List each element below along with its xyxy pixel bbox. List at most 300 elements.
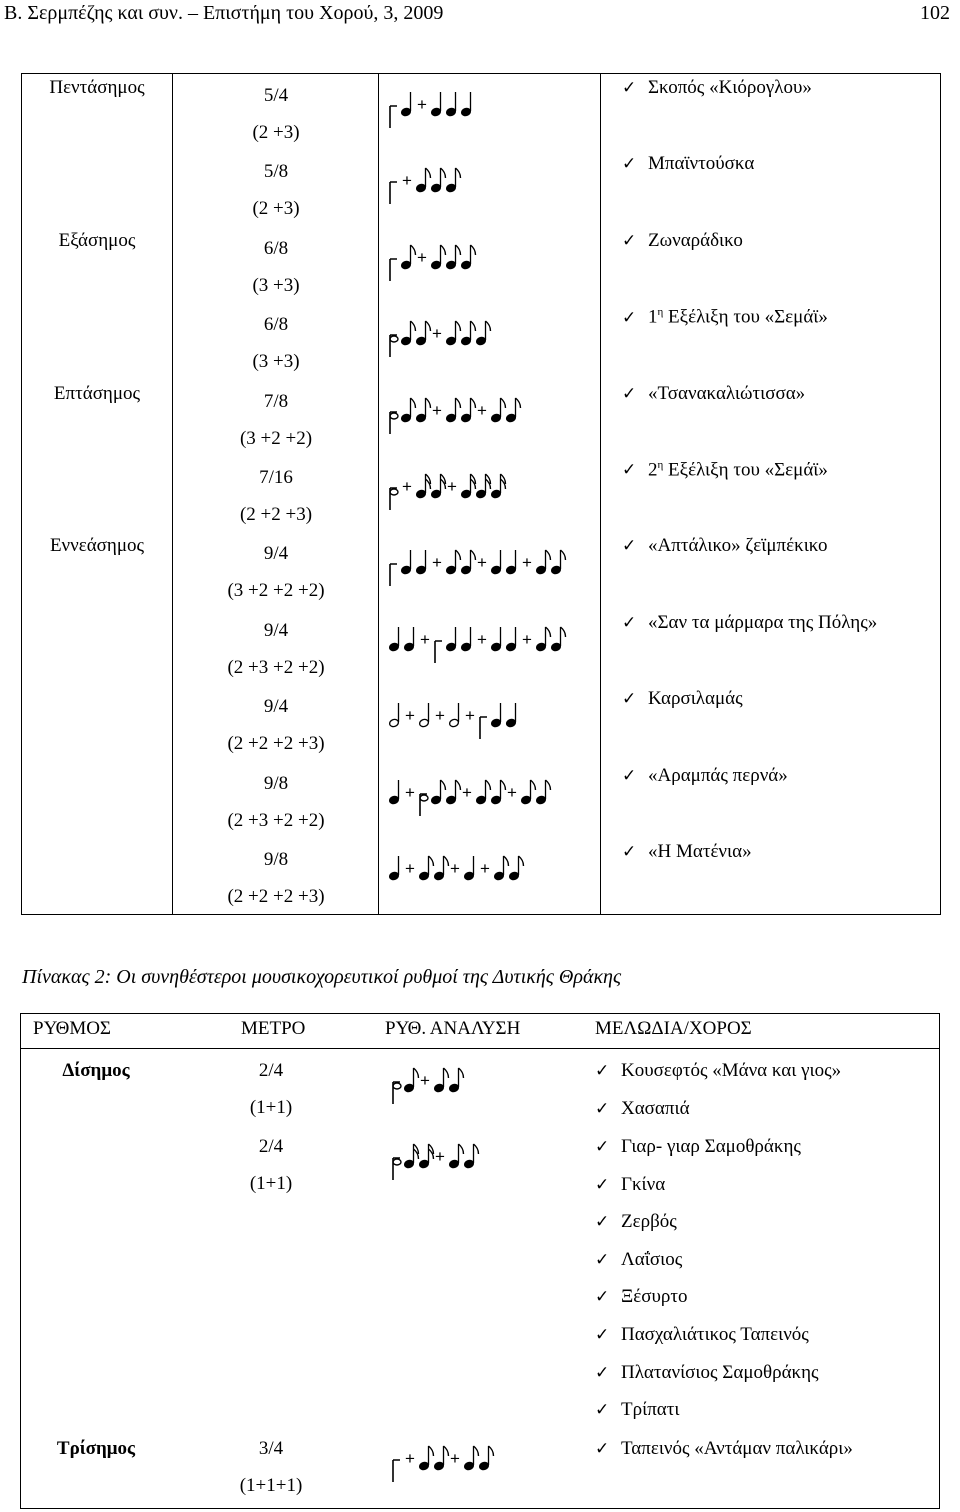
- dance-ordinal: 2: [648, 459, 658, 481]
- dance-text: Πασχαλιάτικος Ταπεινός: [621, 1323, 809, 1345]
- meter-value: 3/4: [258, 1438, 284, 1459]
- eighth-note: [536, 627, 551, 652]
- rhythm-notation: [380, 770, 600, 830]
- dance-text: Γιαρ- γιαρ Σαμοθράκης: [621, 1136, 801, 1157]
- plus-sign: [477, 630, 487, 649]
- rhythm-category: Εννεάσημος: [49, 535, 145, 557]
- checkmark-icon: ✓: [622, 230, 637, 251]
- rhythm-notation-graphic: [380, 617, 600, 677]
- quarter-note: [401, 92, 412, 117]
- dance-text: Σκοπός «Κιόρογλου»: [648, 77, 812, 98]
- eighth-note: [404, 1068, 419, 1093]
- dance-name: [622, 535, 827, 557]
- dance-text: Ξέσυρτο: [621, 1286, 688, 1308]
- meter-grouping: (3 +2 +2): [239, 427, 313, 449]
- meter-cell: [196, 1430, 346, 1504]
- meter-value: 5/4: [263, 85, 289, 106]
- eighth-note: [491, 474, 506, 499]
- rest-symbol: [390, 335, 398, 357]
- meter-cell: [174, 612, 378, 686]
- rhythm-table-2: [20, 1013, 940, 1509]
- rhythm-notation: [380, 311, 600, 371]
- quarter-note: [461, 92, 472, 117]
- plus-sign: [402, 171, 412, 190]
- meter-cell: [174, 535, 378, 609]
- eighth-note: [401, 321, 416, 346]
- table-row: [22, 227, 940, 303]
- checkmark-icon: ✓: [595, 1061, 610, 1081]
- meter-cell: [174, 841, 378, 915]
- eighth-note: [461, 245, 476, 270]
- eighth-note: [431, 168, 446, 193]
- rest-symbol: [480, 717, 487, 739]
- eighth-note: [446, 321, 461, 346]
- eighth-note: [491, 780, 506, 805]
- half-note: [389, 703, 400, 728]
- dance-name: [595, 1241, 819, 1279]
- svg-text:+: +: [420, 1071, 430, 1090]
- svg-text:+: +: [405, 1449, 415, 1468]
- meter-value: 2/4: [258, 1136, 284, 1157]
- meter-grouping: (1+1+1): [239, 1475, 303, 1496]
- table-header-row: [21, 1014, 939, 1049]
- meter-cell: [174, 383, 378, 457]
- rhythm-notation-graphic: [380, 540, 600, 600]
- svg-text:+: +: [417, 247, 427, 267]
- svg-text:+: +: [402, 477, 412, 496]
- meter-value: 9/8: [263, 849, 289, 870]
- svg-text:+: +: [417, 95, 427, 114]
- checkmark-icon: ✓: [595, 1249, 610, 1270]
- quarter-note: [446, 627, 457, 652]
- rest-symbol: [390, 106, 397, 128]
- quarter-note: [401, 550, 412, 575]
- rest-symbol: [390, 488, 398, 510]
- eighth-note: [401, 398, 416, 423]
- meter-grouping: (2 +3): [252, 122, 300, 143]
- meter-value: 6/8: [263, 314, 289, 336]
- rest-symbol: [393, 1082, 401, 1104]
- dance-list: [595, 1052, 841, 1127]
- dance-text: Εξέλιξη του «Σεμάϊ»: [668, 459, 828, 481]
- checkmark-icon: ✓: [595, 1137, 610, 1157]
- meter-grouping: (2 +3 +2 +2): [227, 809, 325, 831]
- eighth-note: [434, 1068, 449, 1093]
- svg-text:+: +: [405, 859, 415, 878]
- rest-symbol: [393, 1460, 400, 1482]
- svg-text:+: +: [522, 629, 532, 649]
- dance-text: Χασαπιά: [621, 1097, 690, 1119]
- rhythm-notation: [380, 540, 600, 600]
- eighth-note: [536, 780, 551, 805]
- eighth-note: [506, 398, 521, 423]
- checkmark-icon: ✓: [595, 1362, 610, 1383]
- meter-grouping: (1+1): [249, 1097, 293, 1118]
- page-number: 102: [920, 2, 950, 24]
- quarter-note: [404, 627, 415, 652]
- dance-text: «Αραμπάς περνά»: [648, 764, 788, 786]
- rhythm-notation-graphic: [380, 311, 600, 371]
- dance-name: [595, 1316, 819, 1354]
- plus-sign: [477, 553, 487, 572]
- rhythm-notation: [380, 617, 600, 677]
- meter-value: 2/4: [258, 1060, 284, 1081]
- dance-name: [622, 841, 752, 863]
- table-row: [22, 456, 940, 532]
- plus-sign: [402, 477, 412, 496]
- rest-symbol: [435, 641, 442, 663]
- eighth-note: [464, 1446, 479, 1471]
- eighth-note: [494, 856, 509, 881]
- dance-list: [595, 1430, 853, 1468]
- svg-text:+: +: [477, 553, 487, 573]
- svg-text:+: +: [447, 477, 457, 496]
- dance-list: [595, 1128, 819, 1429]
- rhythm-notation-graphic: [383, 1134, 603, 1194]
- eighth-note: [419, 856, 434, 881]
- dance-name: [595, 1128, 819, 1166]
- rhythm-notation-graphic: [380, 770, 600, 830]
- dance-text: «Η Ματένια»: [648, 841, 752, 862]
- svg-text:+: +: [402, 171, 412, 191]
- plus-sign: [522, 630, 532, 649]
- dance-text: «Σαν τα μάρμαρα της Πόλης»: [648, 611, 878, 633]
- meter-value: 7/16: [259, 467, 293, 488]
- meter-grouping: (2 +2 +2 +3): [227, 733, 325, 755]
- svg-text:+: +: [465, 706, 475, 726]
- quarter-note: [416, 550, 427, 575]
- svg-text:+: +: [477, 629, 487, 649]
- eighth-note: [416, 398, 431, 423]
- checkmark-icon: ✓: [622, 460, 637, 481]
- plus-sign: [432, 553, 442, 572]
- rhythm-notation: [380, 846, 600, 906]
- eighth-note: [521, 780, 536, 805]
- checkmark-icon: ✓: [622, 383, 637, 404]
- table-row: [22, 532, 940, 608]
- plus-sign: [417, 248, 427, 267]
- checkmark-icon: ✓: [622, 842, 637, 862]
- quarter-note: [389, 856, 400, 881]
- dance-text: «Τσανακαλιώτισσα»: [648, 382, 806, 404]
- dance-text: Καρσιλαμάς: [648, 688, 743, 710]
- meter-value: 6/8: [263, 237, 289, 259]
- eighth-note: [431, 474, 446, 499]
- eighth-note: [416, 168, 431, 193]
- rhythm-notation: [380, 693, 600, 753]
- rhythm-notation: [383, 1134, 583, 1200]
- svg-text:+: +: [432, 324, 442, 344]
- plus-sign: [522, 553, 532, 572]
- dance-name: [622, 459, 828, 481]
- meter-value: 5/8: [263, 161, 289, 183]
- rest-symbol: [420, 794, 428, 816]
- rhythm-notation: [383, 1058, 583, 1124]
- running-header: Β. Σερμπέζης και συν. – Επιστήμη του Χορού, 3, 2009: [4, 2, 444, 24]
- quarter-note: [461, 627, 472, 652]
- dance-text: Ταπεινός «Αντάμαν παλικάρι»: [621, 1438, 853, 1459]
- plus-sign: [465, 706, 475, 725]
- checkmark-icon: ✓: [595, 1400, 610, 1421]
- rhythm-category: Εξάσημος: [58, 229, 136, 251]
- meter-grouping: (3 +3): [252, 351, 300, 373]
- eighth-note: [449, 1144, 464, 1169]
- dance-name: [595, 1354, 819, 1392]
- dance-name: [622, 688, 743, 710]
- table-row: [22, 74, 940, 150]
- svg-text:+: +: [477, 400, 487, 420]
- plus-sign: [405, 706, 415, 725]
- dance-text: Κουσεφτός «Μάνα και γιος»: [621, 1060, 842, 1081]
- eighth-note: [449, 1068, 464, 1093]
- plus-sign: [405, 783, 415, 802]
- plus-sign: [432, 324, 442, 343]
- plus-sign: [507, 783, 517, 802]
- plus-sign: [435, 1147, 445, 1166]
- meter-cell: [174, 77, 378, 151]
- quarter-note: [389, 627, 400, 652]
- header-analysis: ΡΥΘ. ΑΝΑΛΥΣΗ: [385, 1018, 521, 1039]
- quarter-note: [491, 550, 502, 575]
- rhythm-notation-graphic: [383, 1436, 603, 1496]
- eighth-note: [434, 856, 449, 881]
- quarter-note: [506, 703, 517, 728]
- dance-name: [595, 1090, 841, 1128]
- rhythm-notation-graphic: [380, 846, 600, 906]
- meter-value: 9/4: [263, 543, 289, 565]
- eighth-note: [431, 780, 446, 805]
- rhythm-notation-graphic: [380, 693, 600, 753]
- eighth-note: [461, 474, 476, 499]
- half-note: [419, 703, 430, 728]
- eighth-note: [446, 780, 461, 805]
- rhythm-notation-graphic: [380, 82, 600, 142]
- svg-text:+: +: [450, 859, 460, 878]
- checkmark-icon: ✓: [595, 1174, 610, 1195]
- rest-symbol: [390, 182, 397, 204]
- checkmark-icon: ✓: [622, 307, 637, 328]
- eighth-note: [536, 550, 551, 575]
- eighth-note: [404, 1144, 419, 1169]
- eighth-note: [461, 550, 476, 575]
- checkmark-icon: ✓: [595, 1098, 610, 1119]
- header-dance: ΜΕΛΩΔΙΑ/ΧΟΡΟΣ: [595, 1018, 752, 1039]
- dance-name: [622, 153, 754, 175]
- dance-name: [622, 230, 743, 252]
- table-row: [22, 303, 940, 379]
- checkmark-icon: ✓: [622, 689, 637, 710]
- meter-grouping: (3 +3): [252, 274, 300, 296]
- dance-text: Πλατανίσιος Σαμοθράκης: [621, 1361, 819, 1383]
- meter-grouping: (2 +2 +2 +3): [227, 886, 325, 907]
- meter-cell: [174, 230, 378, 304]
- meter-cell: [174, 459, 378, 533]
- quarter-note: [491, 627, 502, 652]
- quarter-note: [506, 550, 517, 575]
- meter-grouping: (2 +3): [252, 198, 300, 220]
- dance-text: Ζερβός: [621, 1211, 677, 1233]
- plus-sign: [405, 859, 415, 878]
- rhythm-notation-graphic: [380, 464, 600, 524]
- svg-text:+: +: [432, 400, 442, 420]
- eighth-note: [476, 321, 491, 346]
- checkmark-icon: ✓: [622, 154, 637, 175]
- eighth-note: [479, 1446, 494, 1471]
- svg-text:+: +: [420, 629, 430, 649]
- quarter-note: [506, 627, 517, 652]
- table-row: [22, 609, 940, 685]
- plus-sign: [417, 95, 427, 114]
- svg-text:+: +: [405, 706, 415, 726]
- dance-text: «Απτάλικο» ζεϊμπέκικο: [648, 535, 828, 557]
- dance-ordinal-suffix: η: [657, 459, 664, 471]
- eighth-note: [446, 398, 461, 423]
- rhythm-notation: [380, 464, 600, 524]
- quarter-note: [431, 92, 442, 117]
- dance-name: [595, 1166, 819, 1204]
- dance-name: [622, 383, 805, 405]
- dance-ordinal: 1: [648, 306, 658, 328]
- rhythm-notation-graphic: [380, 158, 600, 218]
- rhythm-category: Δίσημος: [62, 1060, 130, 1081]
- svg-text:+: +: [480, 859, 490, 878]
- half-note: [449, 703, 460, 728]
- dance-text: Τρίπατι: [621, 1399, 680, 1421]
- svg-text:+: +: [405, 782, 415, 802]
- rhythm-notation: [380, 158, 600, 218]
- eighth-note: [446, 168, 461, 193]
- plus-sign: [447, 477, 457, 496]
- table-row: [22, 380, 940, 456]
- eighth-note: [446, 245, 461, 270]
- plus-sign: [450, 859, 460, 878]
- eighth-note: [419, 1446, 434, 1471]
- table-row: [22, 150, 940, 226]
- dance-ordinal-suffix: η: [657, 306, 664, 319]
- dance-text: Εξέλιξη του «Σεμάϊ»: [668, 306, 828, 328]
- meter-cell: [174, 306, 378, 380]
- plus-sign: [420, 1071, 430, 1090]
- rhythm-notation-graphic: [380, 235, 600, 295]
- table-row: [22, 685, 940, 761]
- rest-symbol: [393, 1158, 401, 1180]
- header-meter: ΜΕΤΡΟ: [241, 1018, 306, 1039]
- eighth-note: [419, 1144, 434, 1169]
- table-row: [22, 838, 940, 914]
- meter-cell: [196, 1052, 346, 1126]
- eighth-note: [416, 474, 431, 499]
- plus-sign: [420, 630, 430, 649]
- eighth-note: [509, 856, 524, 881]
- checkmark-icon: ✓: [595, 1287, 610, 1308]
- eighth-note: [491, 398, 506, 423]
- dance-name: [622, 765, 788, 787]
- plus-sign: [435, 706, 445, 725]
- svg-text:+: +: [435, 706, 445, 726]
- rest-symbol: [390, 564, 397, 586]
- eighth-note: [551, 550, 566, 575]
- plus-sign: [477, 401, 487, 420]
- plus-sign: [432, 401, 442, 420]
- eighth-note: [416, 321, 431, 346]
- dance-name: [595, 1278, 819, 1316]
- meter-value: 9/8: [263, 772, 289, 794]
- meter-value: 9/4: [263, 619, 289, 641]
- rhythm-notation: [383, 1436, 583, 1502]
- dance-name: [622, 77, 812, 99]
- rest-symbol: [390, 412, 398, 434]
- svg-text:+: +: [432, 553, 442, 573]
- eighth-note: [464, 1144, 479, 1169]
- meter-grouping: (2 +3 +2 +2): [227, 656, 325, 678]
- plus-sign: [450, 1449, 460, 1468]
- eighth-note: [401, 245, 416, 270]
- rhythm-notation: [380, 235, 600, 295]
- dance-name: [595, 1203, 819, 1241]
- quarter-note: [446, 92, 457, 117]
- eighth-note: [476, 474, 491, 499]
- checkmark-icon: ✓: [622, 612, 637, 633]
- eighth-note: [434, 1446, 449, 1471]
- svg-text:+: +: [450, 1449, 460, 1468]
- meter-value: 7/8: [263, 390, 289, 412]
- meter-grouping: (2 +2 +3): [239, 504, 313, 525]
- dance-name: [622, 306, 828, 328]
- eighth-note: [431, 245, 446, 270]
- meter-cell: [174, 765, 378, 839]
- header-rhythm: ΡΥΘΜΟΣ: [33, 1018, 111, 1039]
- plus-sign: [462, 783, 472, 802]
- dance-name: [595, 1430, 853, 1468]
- table-row: [22, 762, 940, 838]
- dance-text: Λαΐσιος: [621, 1248, 683, 1270]
- checkmark-icon: ✓: [622, 536, 637, 557]
- rhythm-notation-graphic: [383, 1058, 603, 1118]
- dance-name: [595, 1391, 819, 1429]
- svg-text:+: +: [435, 1147, 445, 1166]
- rhythm-notation: [380, 388, 600, 448]
- quarter-note: [389, 780, 400, 805]
- svg-text:+: +: [462, 782, 472, 802]
- rhythm-category: Τρίσημος: [56, 1438, 136, 1459]
- rhythm-notation-graphic: [380, 388, 600, 448]
- dance-text: Γκίνα: [621, 1173, 666, 1195]
- quarter-note: [491, 703, 502, 728]
- rest-symbol: [390, 259, 397, 281]
- rhythm-notation: [380, 82, 600, 142]
- plus-sign: [405, 1449, 415, 1468]
- dance-name: [595, 1052, 841, 1090]
- eighth-note: [461, 321, 476, 346]
- checkmark-icon: ✓: [595, 1439, 610, 1459]
- dance-text: Μπαϊντούσκα: [648, 153, 755, 175]
- dance-name: [622, 612, 877, 634]
- rhythm-table-1: [21, 73, 941, 915]
- checkmark-icon: ✓: [595, 1324, 610, 1345]
- eighth-note: [551, 627, 566, 652]
- eighth-note: [461, 398, 476, 423]
- rhythm-category: Πεντάσημος: [49, 77, 145, 98]
- table-caption: Πίνακας 2: Οι συνηθέστεροι μουσικοχορευτικοί ρυθμοί της Δυτικής Θράκης: [22, 966, 622, 988]
- svg-text:+: +: [507, 782, 517, 802]
- checkmark-icon: ✓: [595, 1212, 610, 1233]
- svg-text:+: +: [522, 553, 532, 573]
- meter-grouping: (3 +2 +2 +2): [227, 580, 325, 602]
- eighth-note: [446, 550, 461, 575]
- meter-cell: [174, 688, 378, 762]
- plus-sign: [480, 859, 490, 878]
- eighth-note: [476, 780, 491, 805]
